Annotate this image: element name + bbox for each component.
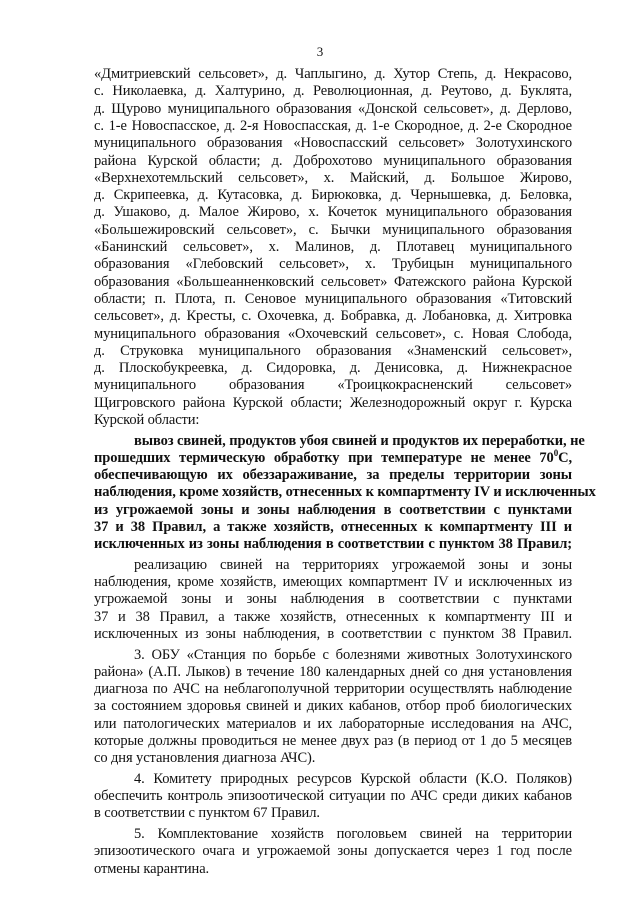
text-line: диагноза по АЧС на неблагополучной территории осуществлять наблюдение: [94, 681, 572, 698]
text-line: за состоянием здоровья свиней и диких кабанов, отбор проб биологических: [94, 698, 572, 715]
text-line: исключенных из зоны наблюдения, в соответствии с пунктом 38 Правил.: [94, 626, 572, 642]
text-line: д. Щурово муниципального образования «Донской сельсовет», д. Дерлово,: [94, 100, 572, 117]
text-line: эпизоотического очага и угрожаемой зоны допускается через 1 год после: [94, 843, 572, 860]
text-line: д. Струковка муниципального образования «Знаменский сельсовет»,: [94, 342, 572, 359]
text-line: образования «Глебовский сельсовет», х. Трубицын муниципального: [94, 256, 572, 273]
text-line: 4. Комитету природных ресурсов Курской области (К.О. Поляков): [134, 770, 572, 787]
text-line-with-superscript: [94, 447, 572, 466]
text-line: или патологических материалов и их лабораторные исследования на АЧС,: [94, 715, 572, 732]
text-line: «Дмитриевский сельсовет», д. Чаплыгино, д. Хутор Степь, д. Некрасово,: [94, 66, 572, 82]
text-line: с. Николаевка, д. Халтурино, д. Революционная, д. Реутово, д. Буклята,: [94, 83, 572, 100]
text-line: с. 1-е Новоспасское, д. 2-я Новоспасская, д. 1-е Скородное, д. 2-е Скородное: [94, 117, 572, 134]
text-line: обеспечивающую их обеззараживание, за пределы территории зоны: [94, 467, 572, 484]
text-line: вывоз свиней, продуктов убоя свиней и продуктов их переработки, не: [134, 432, 585, 449]
text-line: которые должны проводиться не менее двух раз (в период от 1 до 5 месяцев: [94, 733, 572, 749]
text-line: 3. ОБУ «Станция по борьбе с болезнями животных Золотухинского: [134, 646, 572, 663]
text-line: образования «Большеанненковский сельсовет» Фатежского района Курской: [94, 273, 572, 290]
text-line: района Курской области; д. Доброхотово муниципального образования: [94, 152, 572, 169]
text-line: сельсовет», д. Кресты, с. Охочевка, д. Бобравка, д. Лобановка, д. Хитровка: [94, 308, 572, 325]
text-line: муниципального образования «Охочевский сельсовет», с. Новая Слобода,: [94, 325, 572, 342]
text-line: муниципального образования «Новоспасский сельсовет» Золотухинского: [94, 135, 572, 152]
text-line: д. Скрипеевка, д. Кутасовка, д. Бирюковка, д. Чернышевка, д. Беловка,: [94, 187, 572, 204]
text-line: наблюдения, кроме хозяйств, отнесенных к компартменту IV и исключенных: [94, 484, 596, 501]
text-line: 37 и 38 Правил, а также хозяйств, отнесенных к компартменту III и: [94, 519, 572, 535]
text-line: отмены карантина.: [94, 860, 210, 877]
text-line: 5. Комплектование хозяйств поголовьем свиней на территории: [134, 825, 572, 842]
text-line: наблюдения, кроме хозяйств, имеющих компартмент IV и исключенных из: [94, 574, 572, 591]
text-line: Курской области:: [94, 412, 200, 428]
text-line: д. Ушаково, д. Малое Жирово, х. Кочеток муниципального образования: [94, 204, 572, 221]
text-line: «Верхнехотемльский сельсовет», х. Майский, д. Большое Жирово,: [94, 169, 572, 186]
text-line: 37 и 38 Правил, а также хозяйств, отнесенных к компартменту III и: [94, 608, 572, 625]
text-line: района» (А.П. Лыков) в течение 180 календарных дней со дня установления: [94, 663, 572, 680]
text-line: Щигровского района Курской области; Железнодорожный округ г. Курска: [94, 394, 572, 411]
text-line: со дня установления диагноза АЧС).: [94, 750, 316, 767]
text-line: муниципального образования «Троицкокрасненский сельсовет»: [94, 377, 572, 394]
text-line: в соответствии с пунктом 67 Правил.: [94, 805, 320, 822]
text-line: д. Плоскобукреевка, д. Сидоровка, д. Денисовка, д. Нижнекрасное: [94, 360, 572, 377]
degree-superscript: 0: [553, 447, 559, 458]
text-line: угрожаемой зоны и зоны наблюдения в соответствии с пунктами: [94, 591, 572, 608]
text-line: области; п. Плота, п. Сеновое муниципального образования «Титовский: [94, 290, 572, 307]
text-line: обеспечить контроль эпизоотической ситуации по АЧС среди диких кабанов: [94, 788, 572, 805]
text-line: «Банинский сельсовет», х. Малинов, д. Плотавец муниципального: [94, 239, 572, 255]
text-line: «Большежировский сельсовет», с. Бычки муниципального образования: [94, 221, 572, 238]
text-line: исключенных из зоны наблюдения в соответствии с пунктом 38 Правил;: [94, 536, 572, 553]
text-line: реализацию свиней на территориях угрожаемой зоны и зоны: [134, 556, 572, 573]
text-fragment: прошедших термическую обработку при температуре не менее 70: [94, 449, 554, 466]
text-fragment: С,: [558, 449, 572, 466]
page-number: 3: [316, 44, 324, 59]
text-line: из угрожаемой зоны и зоны наблюдения в соответствии с пунктами: [94, 501, 572, 518]
